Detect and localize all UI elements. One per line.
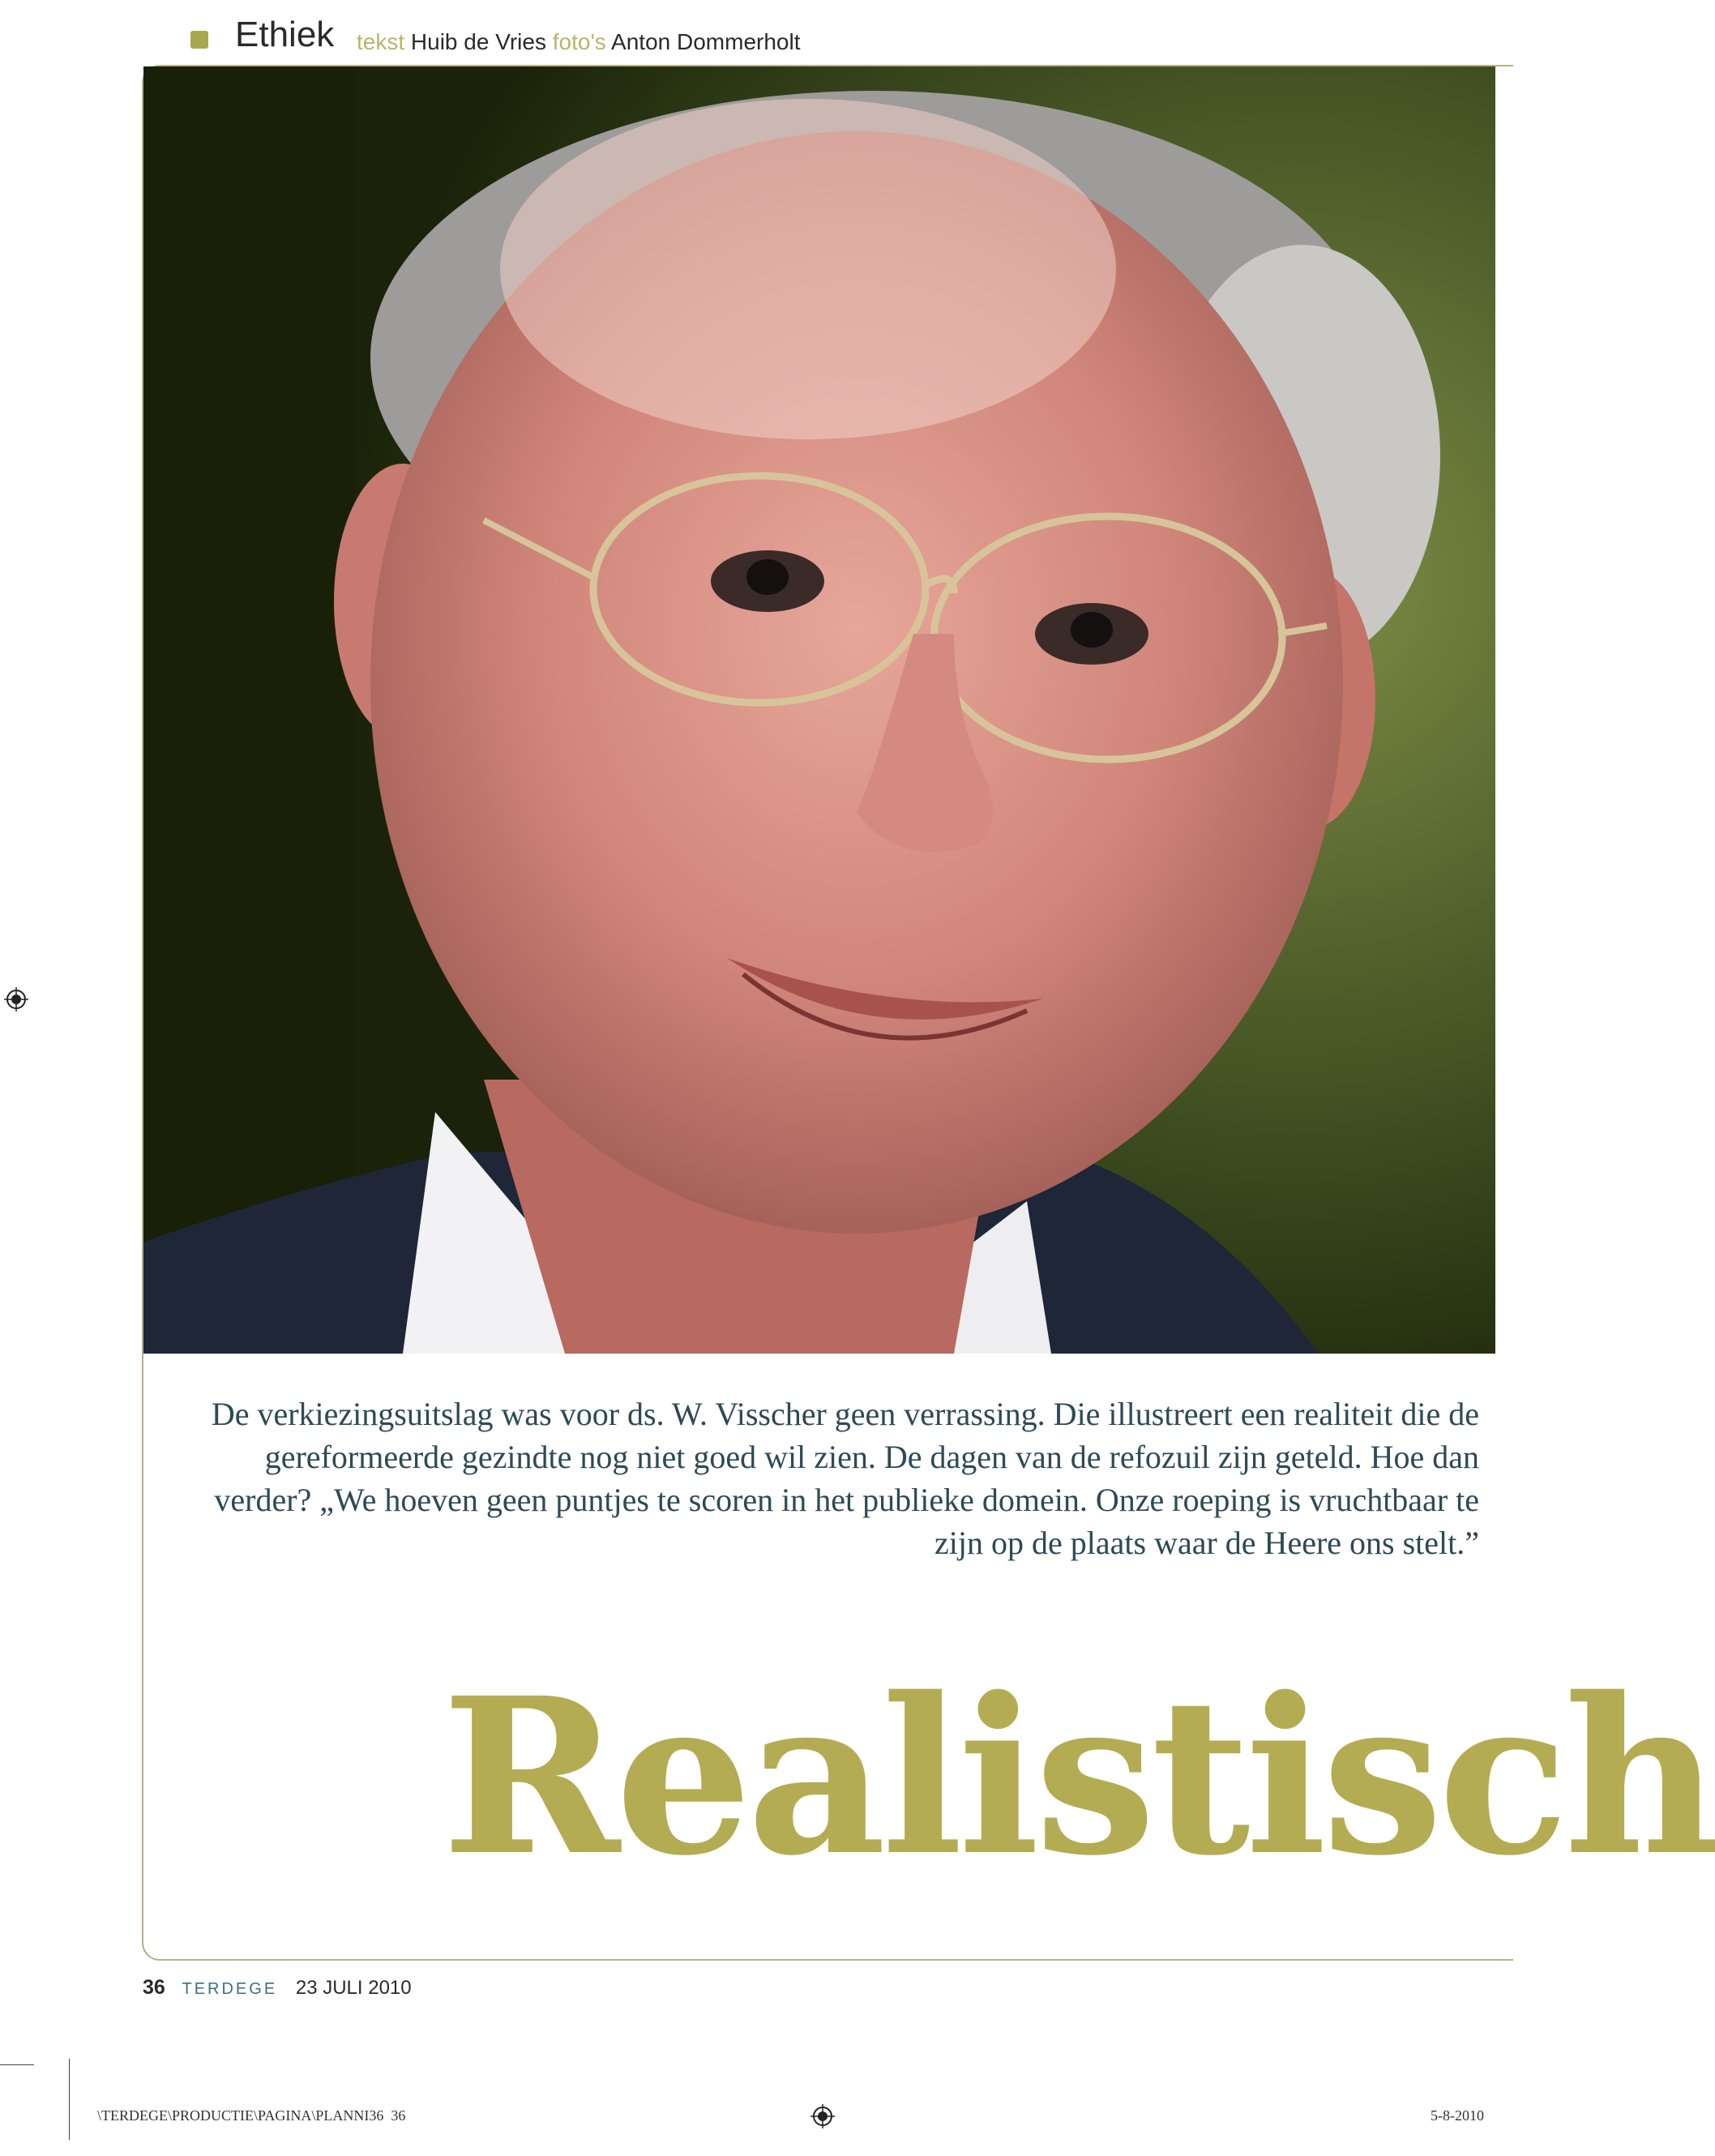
portrait-illustration — [143, 66, 1495, 1354]
section-marker-square — [190, 31, 208, 49]
author-name: Huib de Vries — [410, 29, 546, 54]
magazine-name: TERDEGE — [182, 1980, 278, 1998]
page-footer — [143, 1976, 412, 2000]
lede-paragraph: De verkiezingsuitslag was voor ds. W. Visscher geen verrassing. Die illustreert een realiteit die de gereformeerde gezindte nog niet goed wil zien. De dagen van de refozuil zijn geteld. Hoe dan verder? „We hoeven geen puntjes te scoren in het publieke domein. Onze roeping is vruchtbaar te zijn op de plaats waar de Heere ons stelt.” — [211, 1396, 1479, 1561]
section-title: Ethiek — [235, 15, 335, 54]
crop-mark — [0, 2064, 34, 2065]
byline — [357, 29, 800, 55]
page-number: 36 — [143, 1976, 165, 1999]
photo-credit-label: foto's — [552, 29, 606, 54]
registration-mark-icon — [810, 2104, 835, 2128]
photographer-name: Anton Dommerholt — [611, 29, 801, 54]
registration-mark-icon — [4, 987, 28, 1012]
print-slug — [97, 2107, 405, 2124]
portrait-photo — [143, 66, 1495, 1354]
article-headline: Realistisch — [442, 1651, 1715, 1903]
print-slug-date: 5-8-2010 — [1431, 2107, 1484, 2124]
print-slug-path: \TERDEGE\PRODUCTIE\PAGINA\PLANNI36 — [97, 2107, 384, 2124]
issue-date: 23 JULI 2010 — [295, 1977, 412, 1999]
crop-mark — [69, 2059, 70, 2140]
print-slug-page: 36 — [391, 2107, 406, 2124]
text-credit-label: tekst — [357, 29, 405, 54]
